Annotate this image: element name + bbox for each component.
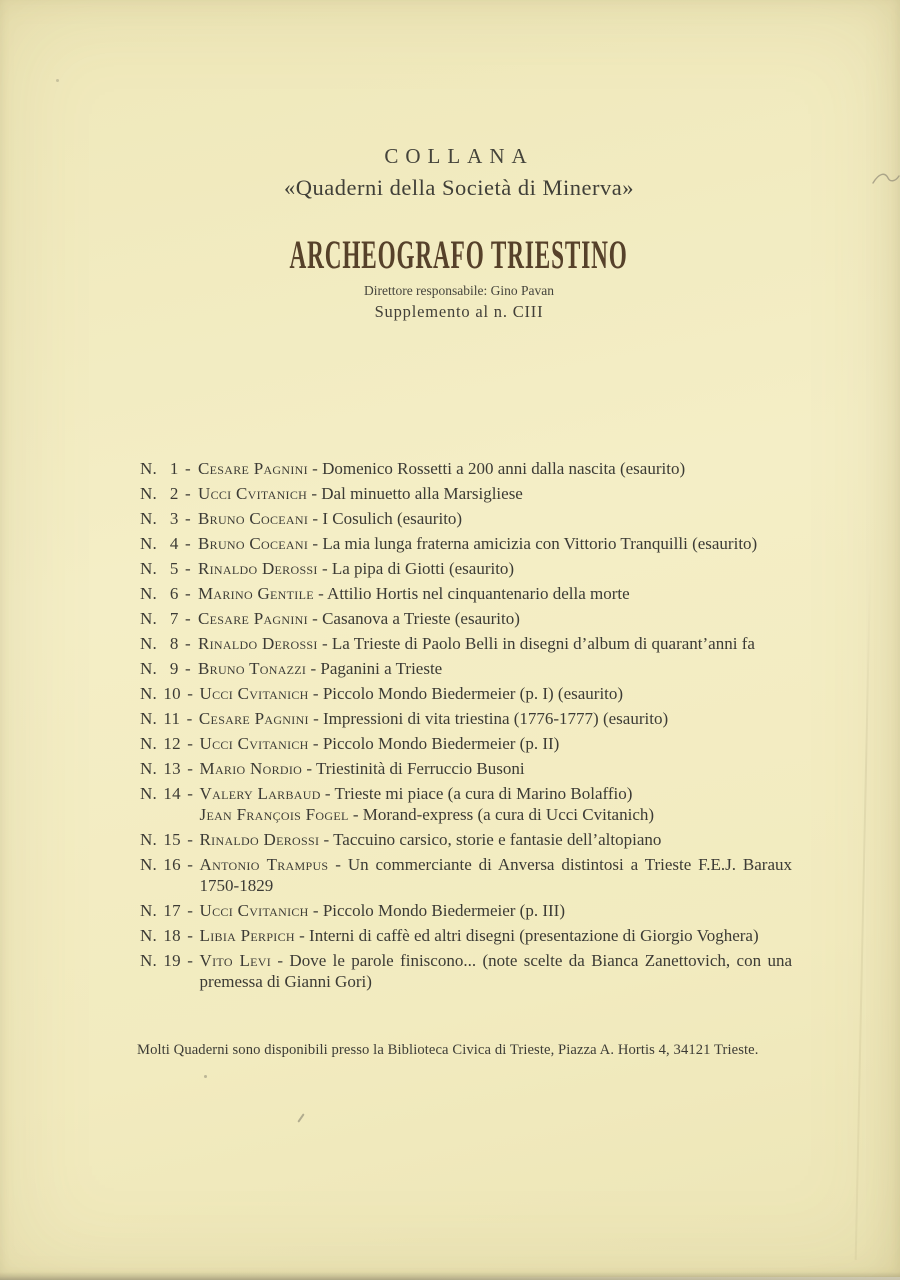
item-body xyxy=(200,925,792,946)
item-number: N. 19 - xyxy=(140,951,200,970)
supplement-line: Supplemento al n. CIII xyxy=(374,302,544,321)
list-item xyxy=(140,758,792,779)
item-title: - Piccolo Mondo Biedermeier (p. I) (esaurito) xyxy=(308,684,624,703)
item-body xyxy=(198,633,792,654)
item-author: Bruno Tonazzi xyxy=(198,659,307,678)
list-item xyxy=(140,608,792,629)
item-body xyxy=(198,608,792,629)
list-item xyxy=(140,458,792,479)
list-item xyxy=(140,633,792,654)
director-line: Direttore responsabile: Gino Pavan xyxy=(363,283,555,298)
item-author: Ucci Cvitanich xyxy=(198,484,308,503)
item-body xyxy=(200,854,792,896)
item-title: - Piccolo Mondo Biedermeier (p. II) xyxy=(308,734,560,753)
item-number: N. 11 - xyxy=(140,709,199,728)
item-title: - Domenico Rossetti a 200 anni dalla nascita (esaurito) xyxy=(307,459,686,478)
list-item xyxy=(140,783,792,825)
item-author: Marino Gentile xyxy=(198,584,314,603)
item-number: N. 5 - xyxy=(140,559,198,578)
list-item xyxy=(140,733,792,754)
item-body xyxy=(200,783,792,825)
item-body xyxy=(200,950,792,992)
list-item xyxy=(140,533,792,554)
item-author: Antonio Trampus xyxy=(199,855,329,874)
list-item xyxy=(140,483,792,504)
scan-crease-line xyxy=(855,560,872,1260)
list-item xyxy=(140,508,792,529)
list-item xyxy=(140,900,792,921)
list-item xyxy=(140,583,792,604)
item-title: - Trieste mi piace (a cura di Marino Bolaffio) xyxy=(320,784,633,803)
item-title: - La pipa di Giotti (esaurito) xyxy=(317,559,515,578)
series-label: COLLANA xyxy=(384,144,534,168)
item-body xyxy=(199,708,792,729)
item-number: N. 7 - xyxy=(140,609,198,628)
item-title: - Dal minuetto alla Marsigliese xyxy=(307,484,523,503)
list-item xyxy=(140,708,792,729)
item-title: - Interni di caffè ed altri disegni (presentazione di Giorgio Voghera) xyxy=(294,926,759,945)
item-title: - La Trieste di Paolo Belli in disegni d’album di quarant’anni fa xyxy=(317,634,755,653)
item-number: N. 1 - xyxy=(140,459,198,478)
item-title: - La mia lunga fraterna amicizia con Vittorio Tranquilli (esaurito) xyxy=(308,534,758,553)
series-name: «Quaderni della Società di Minerva» xyxy=(284,175,634,200)
item-number: N. 13 - xyxy=(140,759,200,778)
item-author: Vito Levi xyxy=(199,951,272,970)
page-header xyxy=(0,0,900,322)
item-title: - Un commerciante di Anversa distintosi a Trieste F.E.J. Baraux 1750-1829 xyxy=(199,855,792,895)
item-title: - Piccolo Mondo Biedermeier (p. III) xyxy=(308,901,565,920)
item-number: N. 9 - xyxy=(140,659,198,678)
item-author: Cesare Pagnini xyxy=(198,609,308,628)
item-body xyxy=(200,900,792,921)
list-item xyxy=(140,925,792,946)
journal-title: ARCHEOGRAFO TRIESTINO xyxy=(289,232,629,277)
item-title: - I Cosulich (esaurito) xyxy=(308,509,463,528)
item-body xyxy=(200,758,792,779)
item-body xyxy=(198,583,792,604)
item-body xyxy=(198,558,792,579)
item-number: N. 12 - xyxy=(140,734,200,753)
scan-speck xyxy=(56,79,59,82)
item-number: N. 18 - xyxy=(140,926,200,945)
item-title: - Casanova a Trieste (esaurito) xyxy=(307,609,520,628)
scan-crease-mark xyxy=(872,169,900,191)
item-number: N. 17 - xyxy=(140,901,200,920)
item-author: Mario Nordio xyxy=(199,759,303,778)
list-item xyxy=(140,854,792,896)
list-item xyxy=(140,683,792,704)
page-footer xyxy=(137,1042,797,1059)
item-author: Cesare Pagnini xyxy=(198,709,309,728)
item-number: N. 3 - xyxy=(140,509,198,528)
item-author: Cesare Pagnini xyxy=(198,459,308,478)
item-number: N. 6 - xyxy=(140,584,198,603)
item-author: Ucci Cvitanich xyxy=(199,901,309,920)
item-number: N. 16 - xyxy=(140,855,200,874)
item-author: Ucci Cvitanich xyxy=(199,734,309,753)
list-item xyxy=(140,829,792,850)
item-body xyxy=(200,683,792,704)
availability-note: Molti Quaderni sono disponibili presso la Biblioteca Civica di Trieste, Piazza A. Hortis 4, 34121 Trieste. xyxy=(137,1042,759,1058)
list-item xyxy=(140,658,792,679)
item-title: - Triestinità di Ferruccio Busoni xyxy=(302,759,525,778)
scan-speck xyxy=(297,1113,304,1122)
item-title: - Impressioni di vita triestina (1776-1777) (esaurito) xyxy=(308,709,669,728)
item-author: Bruno Coceani xyxy=(198,509,309,528)
item-author: Libia Perpich xyxy=(199,926,295,945)
scan-speck xyxy=(204,1075,207,1078)
item-title: - Paganini a Trieste xyxy=(306,659,443,678)
publication-list xyxy=(140,458,792,992)
list-item xyxy=(140,558,792,579)
item-number: N. 10 - xyxy=(140,684,200,703)
item-number: N. 8 - xyxy=(140,634,198,653)
item-body xyxy=(198,483,792,504)
item-number: N. 15 - xyxy=(140,830,200,849)
item-body xyxy=(200,733,792,754)
item-number: N. 4 - xyxy=(140,534,198,553)
item-body xyxy=(198,508,792,529)
item-author: Ucci Cvitanich xyxy=(199,684,309,703)
item-body xyxy=(198,533,792,554)
item-author: Rinaldo Derossi xyxy=(198,559,318,578)
item-title: - Attilio Hortis nel cinquantenario della morte xyxy=(313,584,630,603)
item-body xyxy=(198,458,792,479)
item-body xyxy=(200,829,792,850)
item-title-secondary: - Morand-express (a cura di Ucci Cvitanich) xyxy=(348,805,655,824)
item-author: Valery Larbaud xyxy=(199,784,321,803)
item-author: Rinaldo Derossi xyxy=(198,634,318,653)
list-item xyxy=(140,950,792,992)
journal-title-row xyxy=(18,232,900,277)
item-body xyxy=(198,658,792,679)
item-number: N. 2 - xyxy=(140,484,198,503)
item-author: Rinaldo Derossi xyxy=(199,830,320,849)
item-author-secondary: Jean François Fogel xyxy=(199,805,349,824)
item-title: - Taccuino carsico, storie e fantasie dell’altopiano xyxy=(319,830,662,849)
item-title: - Dove le parole finiscono... (note scelte da Bianca Zanettovich, con una premessa di Gianni Gori) xyxy=(199,951,792,991)
item-author: Bruno Coceani xyxy=(198,534,309,553)
item-number: N. 14 - xyxy=(140,784,200,803)
